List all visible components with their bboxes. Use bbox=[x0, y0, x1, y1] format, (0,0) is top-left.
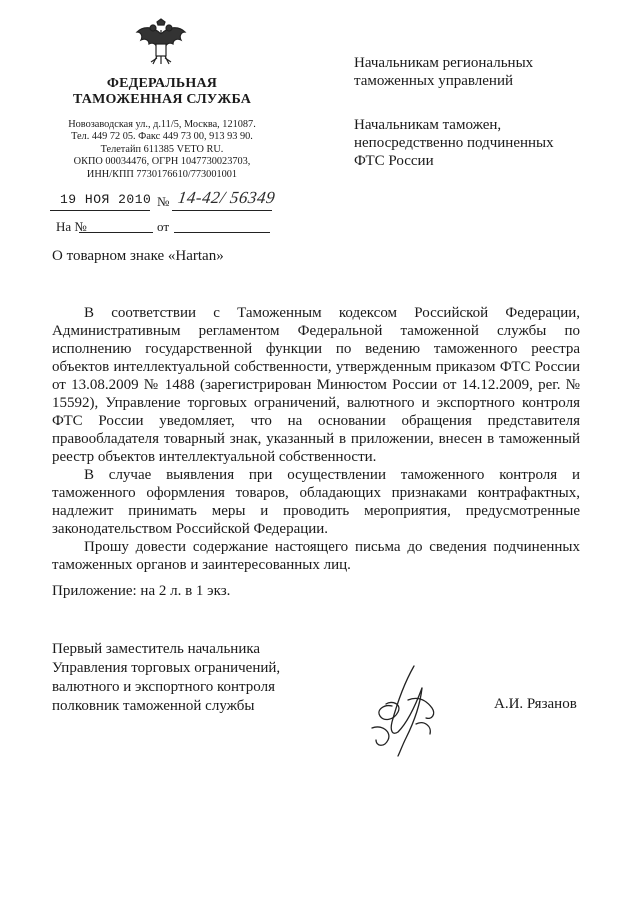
signatory-title-line3: валютного и экспортного контроля bbox=[52, 679, 275, 695]
attachment-note: Приложение: на 2 л. в 1 экз. bbox=[52, 583, 231, 599]
signatory-title-line2: Управления торговых ограничений, bbox=[52, 660, 281, 676]
reference-date-label: от bbox=[157, 219, 170, 234]
reference-date-underline bbox=[174, 218, 270, 233]
reference-number-underline bbox=[79, 218, 153, 233]
addressee-regional-line2: таможенных управлений bbox=[354, 73, 514, 89]
letter-body bbox=[52, 304, 580, 574]
address-line: Новозаводская ул., д.11/5, Москва, 121087. bbox=[68, 119, 256, 130]
signatory-title bbox=[52, 640, 332, 716]
body-paragraph-2: В случае выявления при осуществлении таможенного контроля и таможенного оформления товаров, обладающих признаками контрафактных, надлежит принимать меры и проводить мероприятия, предусмотренные законодательством Российской Федерации. bbox=[52, 467, 580, 537]
org-name-line2: ТАМОЖЕННАЯ СЛУЖБА bbox=[72, 92, 252, 107]
signatory-title-line1: Первый заместитель начальника bbox=[52, 641, 261, 657]
addressee-customs-line1: Начальникам таможен, bbox=[354, 117, 502, 133]
phone-line: Тел. 449 72 05. Факс 449 73 00, 913 93 90. bbox=[71, 131, 253, 143]
okpo-line: ОКПО 00034476, ОГРН 1047730023703, bbox=[73, 156, 251, 168]
addressee-customs-line3: ФТС России bbox=[354, 153, 434, 169]
reference-number-label: На № bbox=[56, 219, 87, 234]
letter-subject: О товарном знаке «Hartan» bbox=[52, 248, 224, 264]
addressee-customs bbox=[354, 116, 604, 170]
handwritten-signature-icon bbox=[362, 660, 452, 760]
double-headed-eagle-emblem-icon bbox=[131, 18, 191, 68]
signatory-title-line4: полковник таможенной службы bbox=[52, 698, 255, 714]
teletype-line: Телетайп 611385 VETO RU. bbox=[100, 143, 224, 155]
organization-name bbox=[58, 76, 266, 108]
organization-contacts bbox=[58, 119, 266, 181]
org-name-line1: ФЕДЕРАЛЬНАЯ bbox=[106, 76, 218, 91]
addressee-regional bbox=[354, 54, 604, 90]
body-paragraph-3: Прошу довести содержание настоящего письма до сведения подчиненных таможенных органов и заинтересованных лиц. bbox=[52, 539, 580, 573]
date-stamp: 19 НОЯ 2010 bbox=[60, 192, 152, 207]
addressee-customs-line2: непосредственно подчиненных bbox=[354, 135, 554, 151]
signer-name: А.И. Рязанов bbox=[494, 696, 577, 712]
inn-line: ИНН/КПП 7730176610/773001001 bbox=[86, 168, 238, 180]
body-paragraph-1: В соответствии с Таможенным кодексом Российской Федерации, Административным регламентом Федеральной таможенной службы по исполнению государственной функции по ведению таможенного реестра объектов интеллектуальной собственности, утвержденным приказом ФТС России от 13.08.2009 № 1488 (зарегистрирован Минюстом России от 14.12.2009, рег. № 15592), Управление торговых ограничений, валютного и экспортного контроля ФТС России уведомляет, что на основании обращения представителя правообладателя товарный знак, указанный в приложении, внесен в таможенный реестр объектов интеллектуальной собственности. bbox=[52, 305, 580, 465]
addressee-regional-line1: Начальникам региональных bbox=[354, 55, 534, 71]
number-label: № bbox=[157, 194, 170, 209]
outgoing-number: 14-42/ 56349 bbox=[176, 188, 277, 207]
